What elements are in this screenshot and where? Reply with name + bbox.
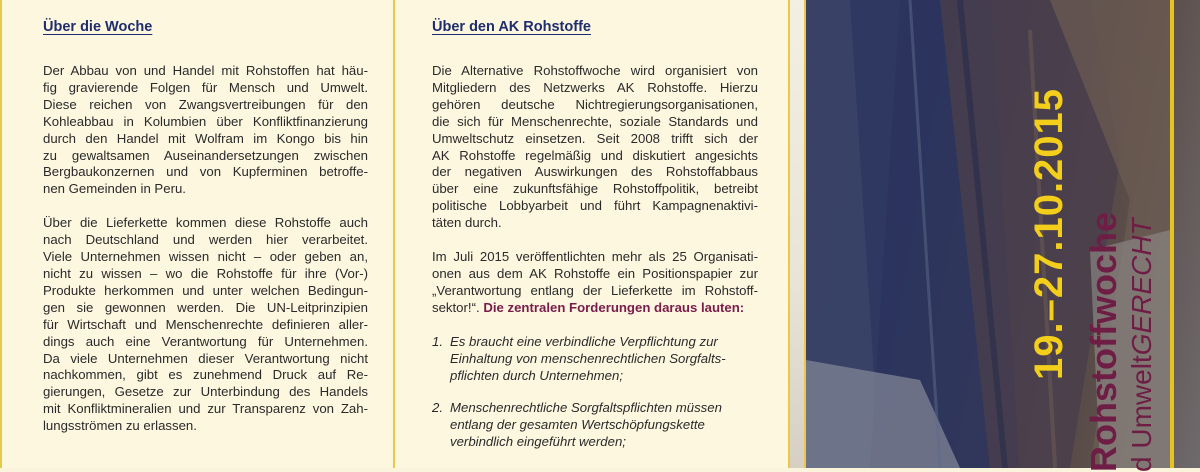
list-item: 2. Menschenrechtliche Sorgfaltspflichten müssen entlang der gesamten Wertschöpfungskette verbindlich eingeführt werden; <box>432 400 722 450</box>
demands-list <box>432 334 758 451</box>
middle-paragraph-2: Im Juli 2015 veröffentlichten mehr als 25 Organisati- onen aus dem AK Rohstoffe ein Positionspapier zur „Verantwortung entlang der Lieferkette im Rohstoff- sektor!“. Die zentralen Forderungen daraus lauten: <box>432 249 758 315</box>
photo-gold-stripe <box>1170 0 1174 468</box>
event-subtitle: d UmweltGERECHT <box>1126 218 1157 472</box>
event-date: 19.–27.10.2015 <box>1027 87 1071 380</box>
list-item: 1. Es braucht eine verbindliche Verpflichtung zur Einhaltung von menschenrechtlichen Sorgfalts- pflichten durch Unternehmen; <box>432 333 726 383</box>
middle-heading: Über den AK Rohstoffe <box>432 19 591 35</box>
middle-paragraph-1: Die Alternative Rohstoffwoche wird organisiert von Mitgliedern des Netzwerks AK Rohstoffe. Hierzu gehören deutsche Nichtregierungsorganisationen, die sich für Menschenrechte, soziale Standards und Umweltschutz einsetzen. Seit 2008 trifft sich der AK Rohstoffe regelmäßig und diskutiert angesichts der negativen Auswirkungen des Rohstoffabbaus über eine zukunftsfähige Rohstoffpolitik, betreibt politische Lobbyarbeit und führt Kampagnenaktivi- täten durch. <box>432 63 758 231</box>
paper-title-end: sektor!“. <box>432 299 480 315</box>
left-paragraph-2: Über die Lieferkette kommen diese Rohstoffe auch nach Deutschland und werden hier verarbeitet. Viele Unternehmen wissen nicht – oder geben an, nicht zu wissen – wo die Rohstoffe für ihre (Vor-) Produkte herkommen und unter welchen Bedingun- gen sie gewonnen werden. Die UN-Leitprinzipien für Wirtschaft und Menschenrechte definieren aller- dings auch eine Verantwortung für Unternehmen. Da viele Unternehmen dieser Verantwortung nicht nachkommen, gibt es zunehmend Druck auf Re- gierungen, Gesetze zur Unterbindung des Handels mit Konfliktmineralien und zur Transparenz von Zah- lungsströmen zu erlassen. <box>43 215 368 434</box>
middle-column <box>432 18 758 467</box>
left-column <box>43 18 368 452</box>
event-title: Rohstoffwoche <box>1083 212 1124 472</box>
left-heading: Über die Woche <box>43 19 153 35</box>
demands-intro: Die zentralen Forderungen daraus lauten: <box>483 299 745 315</box>
left-paragraph-1: Der Abbau von und Handel mit Rohstoffen hat häu- fig gravierende Folgen für Mensch und Umwelt. Diese reichen von Zwangsvertreibungen für den Kohleabbau in Kolumbien über Konfliktfinanzierung durch den Handel mit Wolfram im Kongo bis hin zu gewaltsamen Auseinandersetzungen zwischen Bergbaukonzernen und von Kupferminen betroffe- nen Gemeinden in Peru. <box>43 63 368 197</box>
